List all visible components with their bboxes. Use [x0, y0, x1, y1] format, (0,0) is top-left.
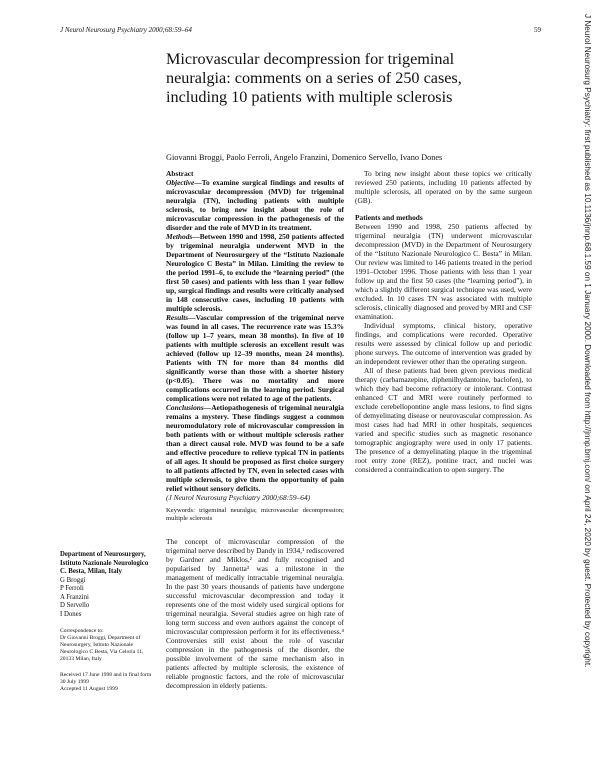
affiliation-author: D Servello: [60, 602, 90, 609]
download-watermark: [581, 14, 593, 759]
results-label: Results—: [166, 313, 196, 322]
accepted-date: Accepted 11 August 1999: [60, 686, 118, 692]
author-line: Giovanni Broggi, Paolo Ferroli, Angelo Franzini, Domenico Servello, Ivano Dones: [166, 153, 443, 162]
affiliation-author: I Dones: [60, 610, 82, 618]
final-form-date: 30 July 1999: [60, 679, 89, 685]
intro-paragraph-1: The concept of microvascular compression of the trigeminal nerve described by Dandy in 1934,¹ rediscovered by Gardner and Miklos,² and fully recognised and popularised by Jannetta³ was a milestone in the management of medically intractable trigeminal neuralgia. In the past 30 years thousands of patients have undergone successful microvascular decompression and today it represents one of the most widely used surgical options for trigeminal neuralgia. Several studies agree on high rate of long term success and even authors against the concept of microvascular compression perform it for its effectiveness.⁴ Controversies still exist about the role of vascular compression in the pathogenesis of the disorder, the possible involvement of the same mechanism also in patients affected by multiple sclerosis, the existence of reliable prognostic factors, and the role of microvascular decompression in elderly patients.: [166, 537, 344, 690]
abstract-objective: [166, 178, 344, 232]
running-header-journal: J Neurol Neurosurg Psychiatry 2000;68:59–64: [60, 26, 192, 34]
methods-paragraph-3: All of these patients had been given previous medical therapy (carbamazepine, diphenilhydantoine, baclofen), to which they had become refractory or intolerant. Contrast enhanced CT and MRI were routinely performed to exclude cerebellopontine angle mass lesions, to find signs of demyelinating disease or neurovascular compression. As most cases had had MRI in other hospitals, sequences varied and specific studies such as magnetic resonance tomographic angiography were used in only 17 patients. The presence of a demyelinating plaque in the trigeminal root entry zone (REZ), pontine tract, and nuclei was considered a contraindication to open surgery. The: [355, 366, 532, 474]
intro-paragraph-2: To bring new insight about these topics we critically reviewed 250 patients, including 10 patients affected by multiple sclerosis, all operated on by the same surgeon (GB).: [355, 169, 532, 205]
abstract-conclusions: [166, 403, 344, 493]
page-number: 59: [534, 26, 541, 34]
methods-text: Between 1990 and 1998, 250 patients affected by trigeminal neuralgia underwent MVD in the Department of Neurosurgery of the “Istituto Nazionale Neurologico C Besta” in Milan. Limiting the review to the period 1991–6, to exclude the “learning period” (the first 50 cases) and patients with less than 1 year follow up, surgical findings and results were critically analysed in 148 consecutive cases, including 10 patients with multiple sclerosis.: [166, 232, 344, 313]
methods-label: Methods—: [166, 232, 200, 241]
conclusions-text: Aetiopathogenesis of trigeminal neuralgia remains a mystery. These findings suggest a common neuromodulatory role of microvascular compression in both patients with or without multiple sclerosis rather than a direct causal role. MVD was found to be a safe and effective procedure to relieve typical TN in patients of all ages. It should be proposed as first choice surgery to all patients affected by TN, even in selected cases with multiple sclerosis, to give them the opportunity of pain relief without sensory deficits.: [166, 403, 344, 493]
left-column: [166, 169, 344, 690]
received-date: Received 17 June 1998 and in final form: [60, 672, 152, 678]
keywords: Keywords: trigeminal neuralgia; microvascular decompression; multiple sclerosis: [166, 507, 344, 522]
affiliation-author: G Broggi: [60, 576, 86, 584]
download-watermark-text: J Neurol Neurosurg Psychiatry: first published as 10.1136/jnnp.68.1.59 on 1 January 2000. Downloaded from http://jnnp.bmj.com/ on April 24, 2020 by guest. Protected by copyright.: [583, 14, 592, 668]
objective-text: To examine surgical findings and results of microvascular decompression (MVD) for trigeminal neuralgia (TN), including patients with multiple sclerosis, to bring new insight about the role of microvascular compression in the pathogenesis of the disorder and the role of MVD in its treatment.: [166, 178, 344, 232]
methods-paragraph-1: Between 1990 and 1998, 250 patients affected by trigeminal neuralgia (TN) underwent microvascular decompression (MVD) in the Department of Neurosurgery of the “Istituto Nazionale Neurologico C. Besta” in Milan. Our review was limited to 146 patients treated in the period 1991–October 1996. Those patients with less than 1 year follow up and the first 50 cases (the “learning period”), in which a slightly different surgical technique was used, were excluded. In 10 cases TN was associated with multiple sclerosis, clinically diagnosed and proved by MRI and CSF examination.: [355, 222, 532, 321]
objective-label: Objective—: [166, 178, 202, 187]
correspondence-address: Dr Giovanni Broggi, Department of Neurosurgery, Istituto Nazionale Neurologico C Besta, Via Celoria 11, 20133 Milan, Italy: [60, 635, 144, 662]
results-text: Vascular compression of the trigeminal nerve was found in all cases. The recurrence rate was 15.3% (follow up 1–7 years, mean 38 months). In five of 10 patients with multiple sclerosis an excellent result was achieved (follow up 12–39 months, mean 24 months). Patients with TN for more than 84 months did significantly worse than those with a shorter history (p<0.05). There was no mortality and more complications occurred in the learning period. Surgical complications were not related to age of the patients.: [166, 313, 344, 403]
methods-paragraph-2: Individual symptoms, clinical history, operative findings, and complications were recorded. Operative results were assessed by clinical follow up and periodic phone surveys. The outcome of intervention was graded by an independent reviewer other than the operating surgeon.: [355, 321, 532, 366]
affiliation-author: P Ferroli: [60, 585, 84, 592]
abstract-methods: [166, 232, 344, 313]
section-heading-methods: Patients and methods: [355, 213, 423, 222]
correspondence-label: Correspondence to:: [60, 628, 104, 634]
affiliation-sidebar: [60, 551, 156, 693]
department-affiliation: Department of Neurosurgery, Istituto Nazionale Neurologico C. Besta, Milan, Italy: [60, 551, 149, 575]
right-column: [355, 169, 532, 474]
abstract-results: [166, 313, 344, 403]
article-title: Microvascular decompression for trigeminal neuralgia: comments on a series of 250 cases, including 10 patients with multiple sclerosis: [166, 50, 462, 106]
abstract-heading: Abstract: [166, 169, 194, 178]
affiliation-author: A Franzini: [60, 593, 89, 601]
abstract-citation: (J Neurol Neurosurg Psychiatry 2000;68:59–64): [166, 493, 311, 502]
conclusions-label: Conclusions—: [166, 403, 212, 412]
